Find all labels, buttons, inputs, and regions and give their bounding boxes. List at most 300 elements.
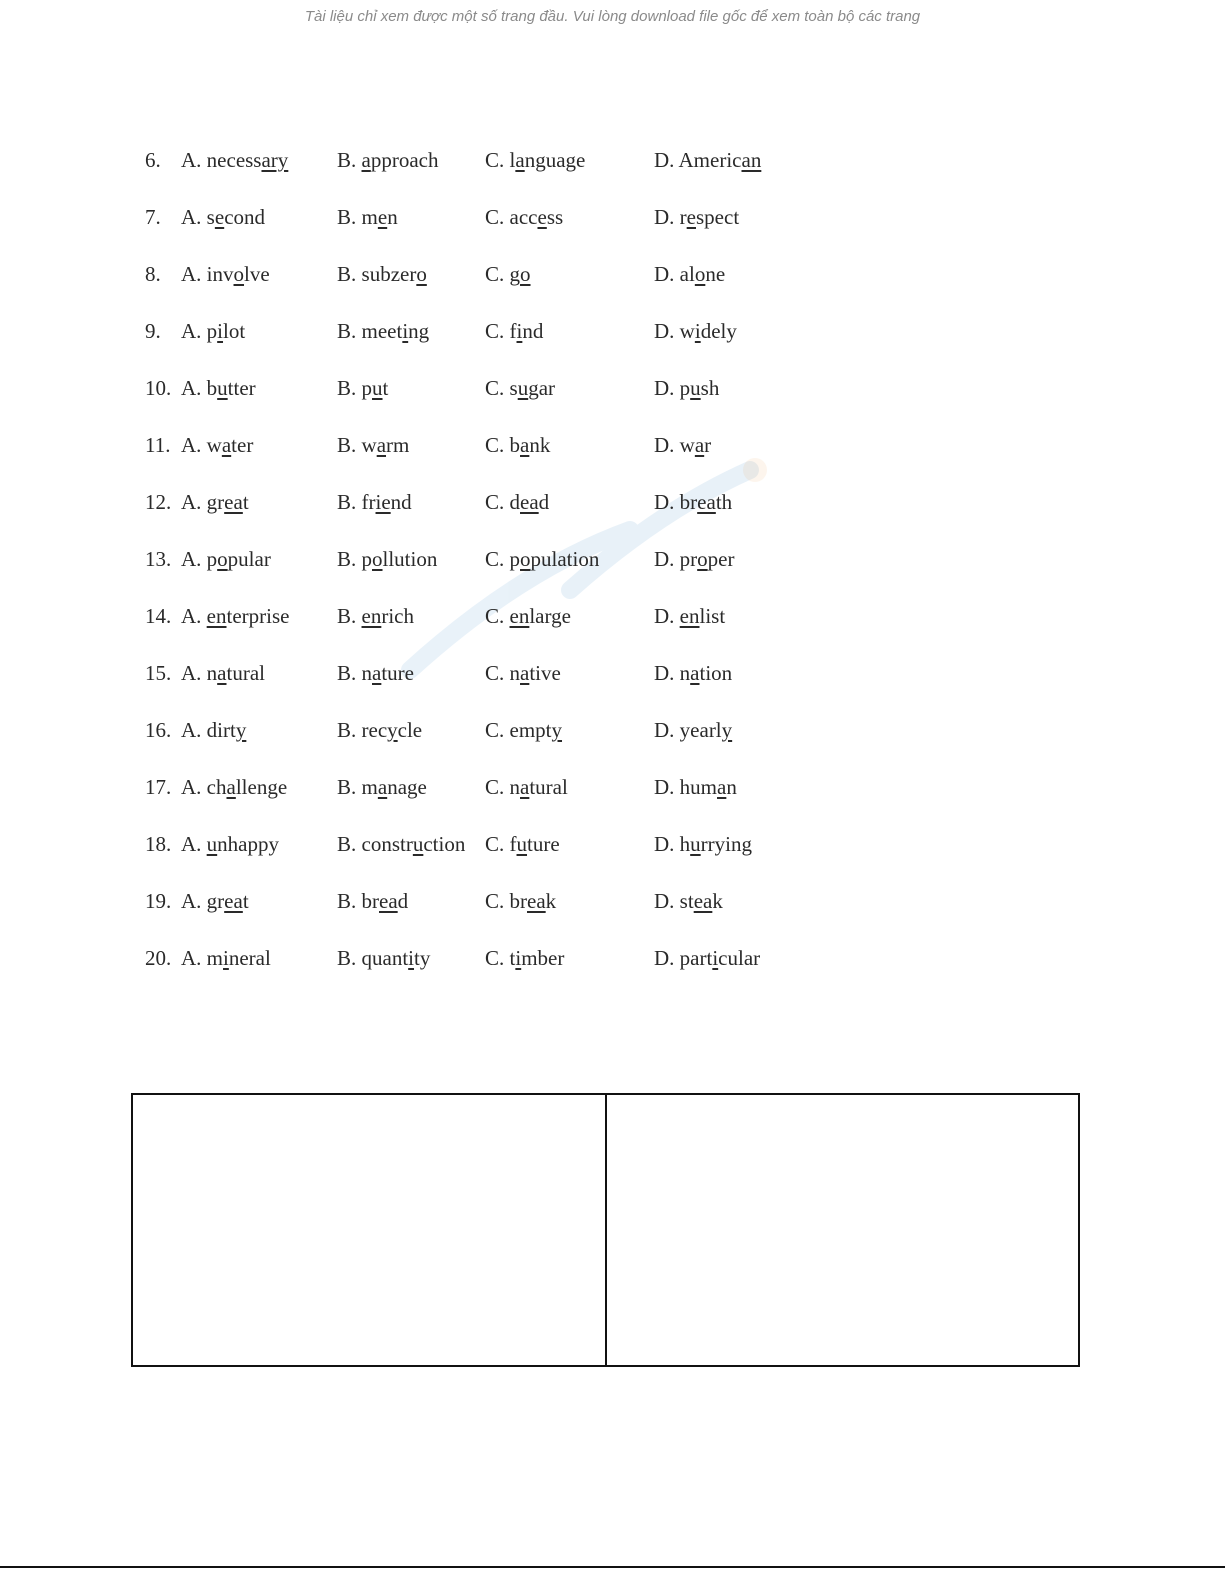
underlined-letters: e [377,205,388,229]
option-label: A. [181,718,202,742]
question-row [145,425,845,482]
underlined-letters: u [690,376,701,400]
option-label: C. [485,319,505,343]
option-label: C. [485,718,505,742]
word-end: t [242,889,249,913]
question-number: 11. [145,433,171,457]
underlined-letters: a [372,661,382,685]
word-start: n [509,775,521,799]
underlined-letters: en [679,604,700,628]
option-b [337,767,427,807]
underlined-letters: ea [527,889,546,913]
word-end: lve [244,262,270,286]
word-end: nd [522,319,544,343]
word-end: pular [227,547,271,571]
word-start: rec [361,718,388,742]
question-number: 6. [145,148,161,172]
option-d [654,539,735,579]
table-cell-right [605,1095,1079,1365]
underlined-letters: ie [375,490,391,514]
option-label: A. [181,661,202,685]
question-number: 8. [145,262,161,286]
option-a [181,254,270,294]
underlined-letters: i [516,319,523,343]
option-label: D. [654,148,675,172]
question-row [145,653,845,710]
word-end: spect [696,205,740,229]
option-label: C. [485,547,505,571]
option-c [485,938,564,978]
underlined-letters: a [361,148,371,172]
word-end: nguage [524,148,586,172]
word-start: empt [509,718,552,742]
underlined-letters: y [387,718,398,742]
word-end: terprise [226,604,290,628]
word-start: hum [679,775,718,799]
option-d [654,653,732,693]
word-start: w [679,319,695,343]
underlined-letters: o [520,547,531,571]
option-d [654,881,723,921]
option-b [337,938,430,978]
underlined-letters: ea [379,889,398,913]
underlined-letters: o [217,547,228,571]
word-start: b [206,376,218,400]
word-end: cond [224,205,266,229]
word-end: list [699,604,726,628]
word-end: nage [387,775,427,799]
option-label: A. [181,604,202,628]
underlined-letters: ea [693,889,713,913]
option-label: D. [654,832,675,856]
option-label: C. [485,775,505,799]
word-end: tive [529,661,561,685]
word-start: w [206,433,222,457]
word-start: n [509,661,521,685]
word-start: h [679,832,691,856]
word-end: d [397,889,409,913]
underlined-letters: a [520,661,530,685]
option-label: D. [654,547,675,571]
word-start: meet [361,319,403,343]
option-label: B. [337,433,357,457]
question-number: 12. [145,490,172,514]
word-end: large [529,604,571,628]
word-end: tion [699,661,733,685]
option-a [181,596,289,636]
underlined-letters: ea [520,490,539,514]
word-end: ture [381,661,414,685]
word-start: fr [361,490,376,514]
option-d [654,197,739,237]
option-label: D. [654,262,675,286]
word-end: ne [705,262,726,286]
word-start: al [679,262,695,286]
option-a [181,653,265,693]
option-a [181,482,249,522]
option-a [181,539,271,579]
option-c [485,368,555,408]
word-start: t [509,946,516,970]
word-start: yearl [679,718,722,742]
option-label: D. [654,604,675,628]
question-row [145,197,845,254]
option-b [337,539,437,579]
word-end: ction [423,832,466,856]
option-label: A. [181,376,202,400]
word-start: f [509,832,517,856]
option-b [337,596,414,636]
underlined-letters: o [520,262,531,286]
option-label: A. [181,490,202,514]
word-start: g [509,262,521,286]
option-a [181,311,245,351]
option-d [654,482,732,522]
word-start: n [361,661,373,685]
option-b [337,368,388,408]
word-end: per [707,547,735,571]
option-label: B. [337,832,357,856]
option-label: D. [654,433,675,457]
preview-notice: Tài liệu chỉ xem được một số trang đầu. Vui lòng download file gốc để xem toàn bộ các trang [304,8,921,25]
underlined-letters: ea [697,490,716,514]
option-label: C. [485,148,505,172]
word-end: k [545,889,557,913]
word-end: rrying [700,832,752,856]
underlined-letters: e [214,205,225,229]
option-a [181,710,246,750]
question-number: 19. [145,889,172,913]
word-end: mber [521,946,565,970]
word-start: necess [206,148,262,172]
option-label: A. [181,547,202,571]
option-label: B. [337,205,357,229]
option-d [654,311,737,351]
option-label: B. [337,946,357,970]
option-label: A. [181,946,202,970]
option-label: C. [485,889,505,913]
word-end: r [704,433,712,457]
question-number: 17. [145,775,172,799]
option-a [181,140,288,180]
option-label: A. [181,889,202,913]
question-number: 7. [145,205,161,229]
underlined-letters: i [694,319,701,343]
option-c [485,254,531,294]
option-a [181,938,271,978]
underlined-letters: i [515,946,522,970]
option-label: D. [654,946,675,970]
option-label: A. [181,148,202,172]
option-d [654,767,737,807]
option-b [337,311,429,351]
option-a [181,425,253,465]
option-d [654,368,719,408]
word-end: pproach [370,148,439,172]
question-row [145,767,845,824]
underlined-letters: i [217,319,224,343]
underlined-letters: a [221,433,232,457]
underlined-letters: en [509,604,530,628]
underlined-letters: y [235,718,247,742]
word-end: nk [529,433,551,457]
option-c [485,197,563,237]
option-c [485,539,599,579]
word-end: t [242,490,249,514]
question-row [145,311,845,368]
underlined-letters: en [361,604,382,628]
underlined-letters: ary [261,148,289,172]
word-start: d [509,490,521,514]
option-b [337,482,412,522]
underlined-letters: a [377,775,388,799]
option-label: C. [485,262,505,286]
word-start: r [679,205,687,229]
underlined-letters: o [233,262,245,286]
word-start: inv [206,262,234,286]
question-row [145,482,845,539]
word-end: nhappy [217,832,279,856]
word-end: ty [414,946,431,970]
word-start: n [679,661,691,685]
option-b [337,881,408,921]
underlined-letters: o [694,262,706,286]
underlined-letters: a [694,433,705,457]
option-label: B. [337,319,357,343]
option-label: D. [654,319,675,343]
option-label: B. [337,718,357,742]
question-number: 9. [145,319,161,343]
question-row [145,881,845,938]
word-start: subzer [361,262,417,286]
option-c [485,140,585,180]
option-label: D. [654,205,675,229]
option-label: C. [485,604,505,628]
option-d [654,596,725,636]
question-row [145,824,845,881]
word-start: br [679,490,698,514]
underlined-letters: o [372,547,383,571]
underlined-letters: u [217,376,228,400]
word-end: ng [408,319,430,343]
word-end: tural [529,775,568,799]
underlined-letters: u [690,832,701,856]
word-start: constr [361,832,413,856]
underlined-letters: ea [224,889,243,913]
word-end: rm [386,433,410,457]
underlined-letters: u [372,376,383,400]
option-label: C. [485,946,505,970]
question-number: 15. [145,661,172,685]
option-d [654,254,725,294]
option-label: B. [337,376,357,400]
word-start: quant [361,946,409,970]
question-number: 10. [145,376,172,400]
question-row [145,596,845,653]
question-row [145,710,845,767]
underlined-letters: y [721,718,733,742]
option-label: A. [181,433,202,457]
option-b [337,653,414,693]
word-start: n [206,661,218,685]
word-end: neral [228,946,271,970]
word-start: pr [679,547,698,571]
underlined-letters: a [520,433,530,457]
word-start: m [361,205,378,229]
option-label: D. [654,775,675,799]
word-end: th [715,490,733,514]
word-start: b [509,433,521,457]
word-end: sh [700,376,720,400]
underlined-letters: e [537,205,547,229]
word-start: p [361,376,373,400]
word-end: n [387,205,398,229]
question-number: 16. [145,718,172,742]
option-c [485,482,549,522]
word-end: pulation [530,547,600,571]
option-label: B. [337,148,357,172]
underlined-letters: en [206,604,227,628]
option-label: B. [337,889,357,913]
underlined-letters: a [717,775,727,799]
option-c [485,881,556,921]
option-label: A. [181,262,202,286]
word-start: f [509,319,517,343]
underlined-letters: an [741,148,762,172]
option-label: A. [181,832,202,856]
question-row [145,140,845,197]
option-label: D. [654,490,675,514]
option-a [181,368,256,408]
option-a [181,767,287,807]
word-start: p [361,547,373,571]
question-row [145,254,845,311]
word-end: gar [528,376,556,400]
underlined-letters: y [551,718,563,742]
option-c [485,824,560,864]
word-start: ch [206,775,227,799]
option-label: C. [485,490,505,514]
option-c [485,710,562,750]
word-start: acc [509,205,538,229]
option-label: C. [485,661,505,685]
underlined-letters: u [516,832,528,856]
option-c [485,653,561,693]
underlined-letters: i [408,946,415,970]
option-label: C. [485,376,505,400]
option-d [654,938,760,978]
option-c [485,311,543,351]
word-start: s [509,376,518,400]
option-label: B. [337,262,357,286]
word-start: p [206,547,218,571]
option-a [181,824,279,864]
option-label: B. [337,775,357,799]
option-d [654,824,752,864]
question-number: 14. [145,604,172,628]
option-b [337,140,438,180]
word-end: llenge [235,775,288,799]
word-end: lot [223,319,246,343]
word-start: l [509,148,516,172]
word-start: w [679,433,695,457]
underlined-letters: i [712,946,719,970]
option-b [337,254,427,294]
word-start: st [679,889,694,913]
word-start: dirt [206,718,236,742]
option-d [654,425,711,465]
option-label: C. [485,433,505,457]
word-start: gr [206,490,225,514]
option-label: B. [337,604,357,628]
word-end: cular [718,946,761,970]
word-start: m [361,775,378,799]
word-start: gr [206,889,225,913]
option-label: A. [181,205,202,229]
word-end: ture [527,832,560,856]
word-start: s [206,205,215,229]
word-start: w [361,433,377,457]
question-list [145,140,845,995]
option-label: A. [181,775,202,799]
option-label: C. [485,832,505,856]
word-end: tural [226,661,265,685]
underlined-letters: u [412,832,424,856]
table-cell-left [133,1095,605,1365]
option-label: C. [485,205,505,229]
underlined-letters: u [206,832,218,856]
option-label: D. [654,718,675,742]
option-b [337,824,465,864]
option-label: B. [337,661,357,685]
question-number: 13. [145,547,172,571]
page-bottom-rule [0,1566,1225,1568]
option-label: D. [654,376,675,400]
word-end: k [712,889,723,913]
option-c [485,425,550,465]
option-label: B. [337,547,357,571]
underlined-letters: a [376,433,387,457]
option-c [485,767,568,807]
question-number: 20. [145,946,172,970]
empty-answer-table [131,1093,1080,1367]
word-end: d [538,490,550,514]
underlined-letters: a [520,775,530,799]
question-row [145,938,845,995]
option-a [181,881,249,921]
underlined-letters: a [690,661,700,685]
underlined-letters: a [226,775,236,799]
word-end: t [382,376,389,400]
word-start: p [509,547,521,571]
word-start: p [206,319,218,343]
word-start: Americ [678,148,742,172]
word-end: rich [381,604,414,628]
word-end: cle [397,718,423,742]
option-label: D. [654,661,675,685]
word-start: m [206,946,224,970]
underlined-letters: ea [224,490,243,514]
option-b [337,710,422,750]
word-start: br [361,889,380,913]
option-label: B. [337,490,357,514]
word-end: llution [382,547,438,571]
underlined-letters: a [515,148,525,172]
word-start: p [679,376,691,400]
word-end: ss [546,205,564,229]
underlined-letters: e [686,205,696,229]
question-number: 18. [145,832,172,856]
